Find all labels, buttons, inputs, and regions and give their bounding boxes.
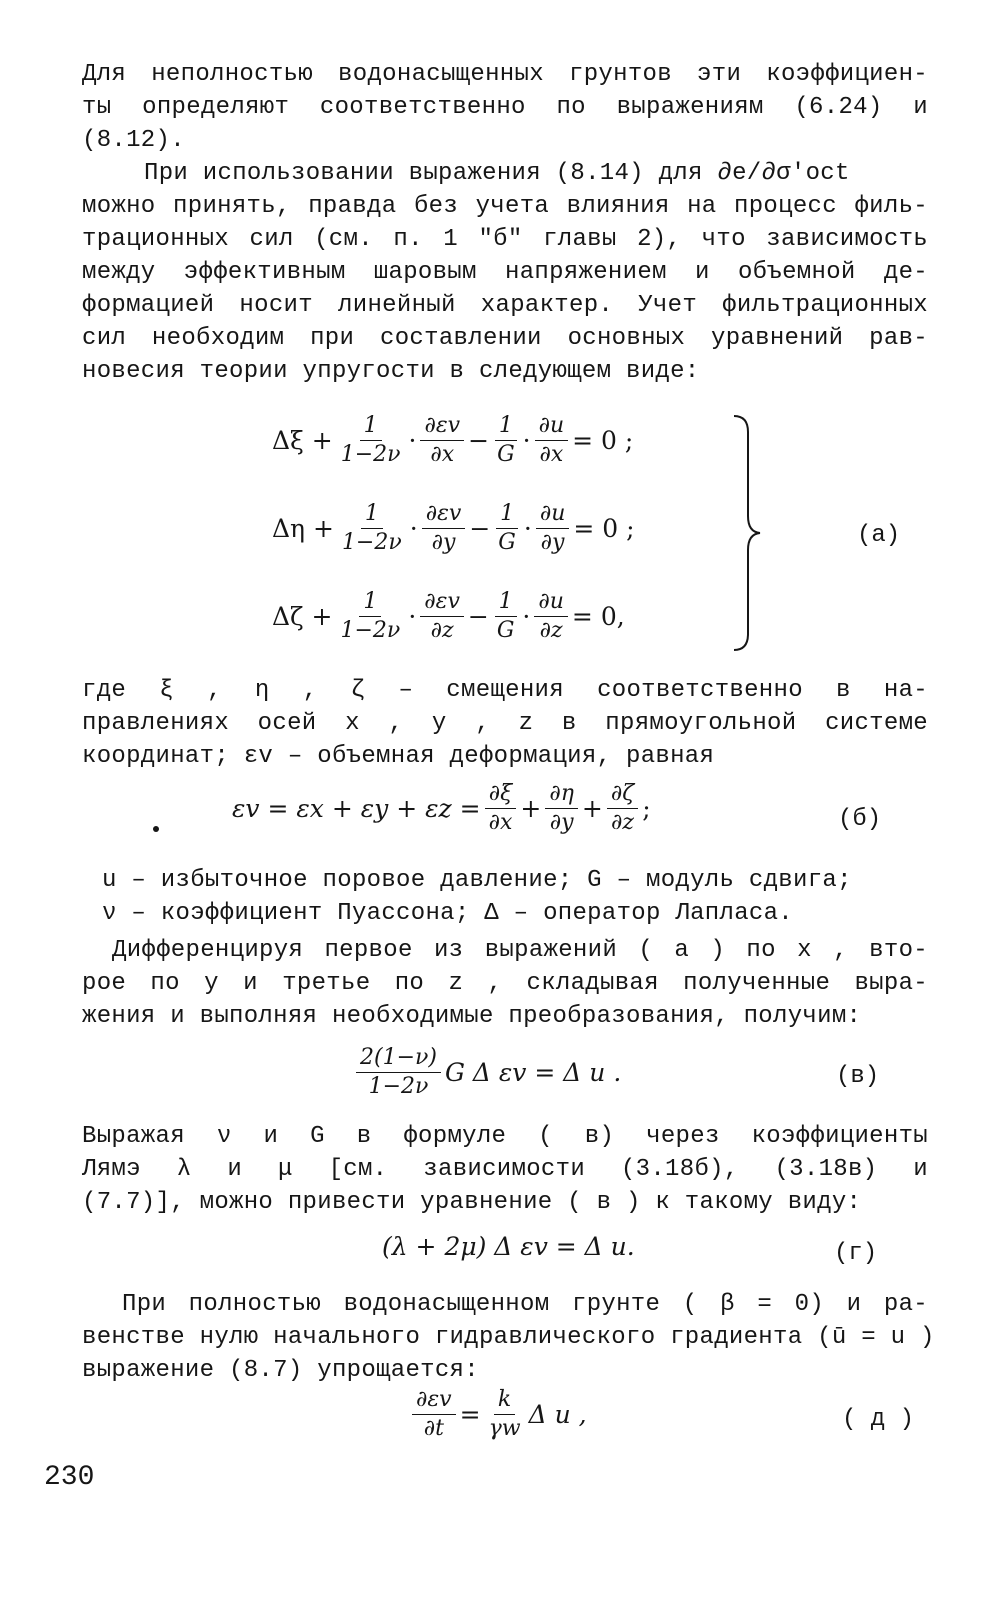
equation-b: εv = εx + εy + εz = $\frac{\partial\xi}{\partial x}$ + $\frac{\partial\eta}{\partial y}$ + $\frac{\partial\zeta}{\partial z}$ ; [232, 781, 651, 835]
fraction: $\frac{\partial u}{\partial x}$ [535, 412, 569, 469]
text-line: можно принять, правда без учета влияния на процесс филь- [82, 193, 928, 220]
equation-label-a: (а) [857, 522, 901, 549]
fraction: $\frac{1}{1-2\nu}$ [340, 589, 401, 643]
fraction: $\frac{1}{G}$ [494, 500, 520, 557]
fraction: $\frac{\partial u}{\partial z}$ [534, 588, 568, 645]
text-line: Дифференцируя первое из выражений ( а ) по x , вто- [112, 937, 928, 964]
text-line: Лямэ λ и μ [см. зависимости (3.18б), (3.18в) и [82, 1156, 928, 1183]
fraction: $\frac{\partial\eta}{\partial y}$ [545, 780, 578, 837]
fraction: $\frac{k}{\gamma w}$ [488, 1387, 521, 1441]
paragraph-1 [82, 58, 928, 157]
text-line: между эффективным шаровым напряжением и объемной де- [82, 259, 928, 286]
text-line: жения и выполняя необходимые преобразования, получим: [82, 1003, 862, 1030]
equation-a-row-3: Δζ + $\frac{1}{1-2\nu}$ · $\frac{\partial\varepsilon v}{\partial z}$ − $\frac{1}{G}$ · $\frac{\partial u}{\partial z}$ = 0, [272, 589, 625, 643]
text-line: формацией носит линейный характер. Учет фильтрационных [82, 292, 928, 319]
fraction: $\frac{1}{1-2\nu}$ [341, 501, 402, 555]
fraction: $\frac{1}{G}$ [493, 588, 519, 645]
paragraph-6 [82, 1120, 928, 1219]
fraction: $\frac{1}{G}$ [493, 412, 519, 469]
equation-label-g: (г) [834, 1240, 878, 1267]
fraction: $\frac{\partial\varepsilon v}{\partial z}$ [420, 588, 464, 645]
eq-term: ; [642, 794, 651, 823]
fraction: $\frac{\partial\xi}{\partial x}$ [485, 780, 517, 837]
text-line: где ξ , η , ζ – смещения соответственно в на- [82, 677, 928, 704]
right-brace-icon [730, 412, 770, 654]
text-line: Выражая ν и G в формуле ( в) через коэффициенты [82, 1123, 928, 1150]
text-line: венстве нулю начального гидравлического градиента (ū = u ) [82, 1324, 935, 1351]
eq-term: Δ u , [528, 1400, 587, 1429]
equation-a-row-2: Δη + $\frac{1}{1-2\nu}$ · $\frac{\partial\varepsilon v}{\partial y}$ − $\frac{1}{G}$ · $\frac{\partial u}{\partial y}$ = 0 ; [272, 501, 635, 555]
equation-a-row-1: Δξ + $\frac{1}{1-2\nu}$ · $\frac{\partial\varepsilon v}{\partial x}$ − $\frac{1}{G}$ · $\frac{\partial u}{\partial x}$ = 0 ; [272, 413, 634, 467]
page-number: 230 [44, 1462, 95, 1493]
paragraph-3 [82, 674, 928, 773]
eq-term: Δξ + [272, 426, 333, 455]
paragraph-5 [82, 934, 928, 1033]
fraction: $\frac{2(1-\nu)}{1-2\nu}$ [356, 1044, 441, 1101]
equation-label-b: (б) [838, 806, 882, 833]
equation-d [408, 1386, 587, 1443]
fraction: $\frac{\partial u}{\partial y}$ [536, 500, 570, 557]
ink-dot [153, 826, 159, 832]
equation-label-v: (в) [836, 1063, 880, 1090]
eq-term: Δζ + [272, 602, 333, 631]
text-line: ν – коэффициент Пуассона; Δ – оператор Лапласа. [102, 900, 794, 927]
paragraph-4 [82, 864, 928, 930]
eq-term: εv = εx + εy + εz = [232, 794, 481, 823]
equation-v [352, 1044, 621, 1101]
text-line: (7.7)], можно привести уравнение ( в ) к такому виду: [82, 1189, 862, 1216]
text-line: сил необходим при составлении основных уравнений рав- [82, 325, 928, 352]
fraction: $\frac{\partial\varepsilon v}{\partial y}$ [422, 500, 466, 557]
eq-term: (λ + 2μ) Δ εv = Δ u. [382, 1232, 635, 1261]
text-line: ты определяют соответственно по выражениям (6.24) и [82, 94, 928, 121]
text-line: Для неполностью водонасыщенных грунтов эти коэффициен- [82, 61, 928, 88]
paragraph-2 [82, 157, 928, 388]
text-line: рое по y и третье по z , складывая полученные выра- [82, 970, 928, 997]
equation-g [382, 1232, 635, 1261]
eq-term: = 0, [571, 602, 625, 631]
paragraph-7 [82, 1288, 935, 1387]
text-line: трационных сил (см. п. 1 "б" главы 2), что зависимость [82, 226, 928, 253]
text-line: (8.12). [82, 127, 185, 154]
eq-term: Δη + [272, 514, 334, 543]
fraction: $\frac{\partial\zeta}{\partial z}$ [607, 780, 638, 837]
equation-label-d: ( д ) [842, 1406, 915, 1433]
text-line: правлениях осей x , y , z в прямоугольной системе [82, 710, 928, 737]
eq-term: = [459, 1400, 481, 1429]
fraction: $\frac{\partial\varepsilon v}{\partial x}$ [420, 412, 464, 469]
text-line: При использовании выражения (8.14) для ∂e/∂σ′oct [144, 160, 850, 187]
eq-term: = 0 ; [572, 426, 634, 455]
text-line: При полностью водонасыщенном грунте ( β = 0) и ра- [122, 1291, 928, 1318]
text-line: u – избыточное поровое давление; G – модуль сдвига; [102, 867, 852, 894]
text-line: координат; εv – объемная деформация, равная [82, 743, 715, 770]
fraction: $\frac{\partial\varepsilon v}{\partial t}$ [412, 1386, 456, 1443]
eq-term: = 0 ; [573, 514, 635, 543]
text-line: выражение (8.7) упрощается: [82, 1357, 479, 1384]
text-line: новесия теории упругости в следующем виде: [82, 358, 700, 385]
fraction: $\frac{1}{1-2\nu}$ [340, 413, 401, 467]
eq-term: G Δ εv = Δ u . [444, 1058, 622, 1087]
